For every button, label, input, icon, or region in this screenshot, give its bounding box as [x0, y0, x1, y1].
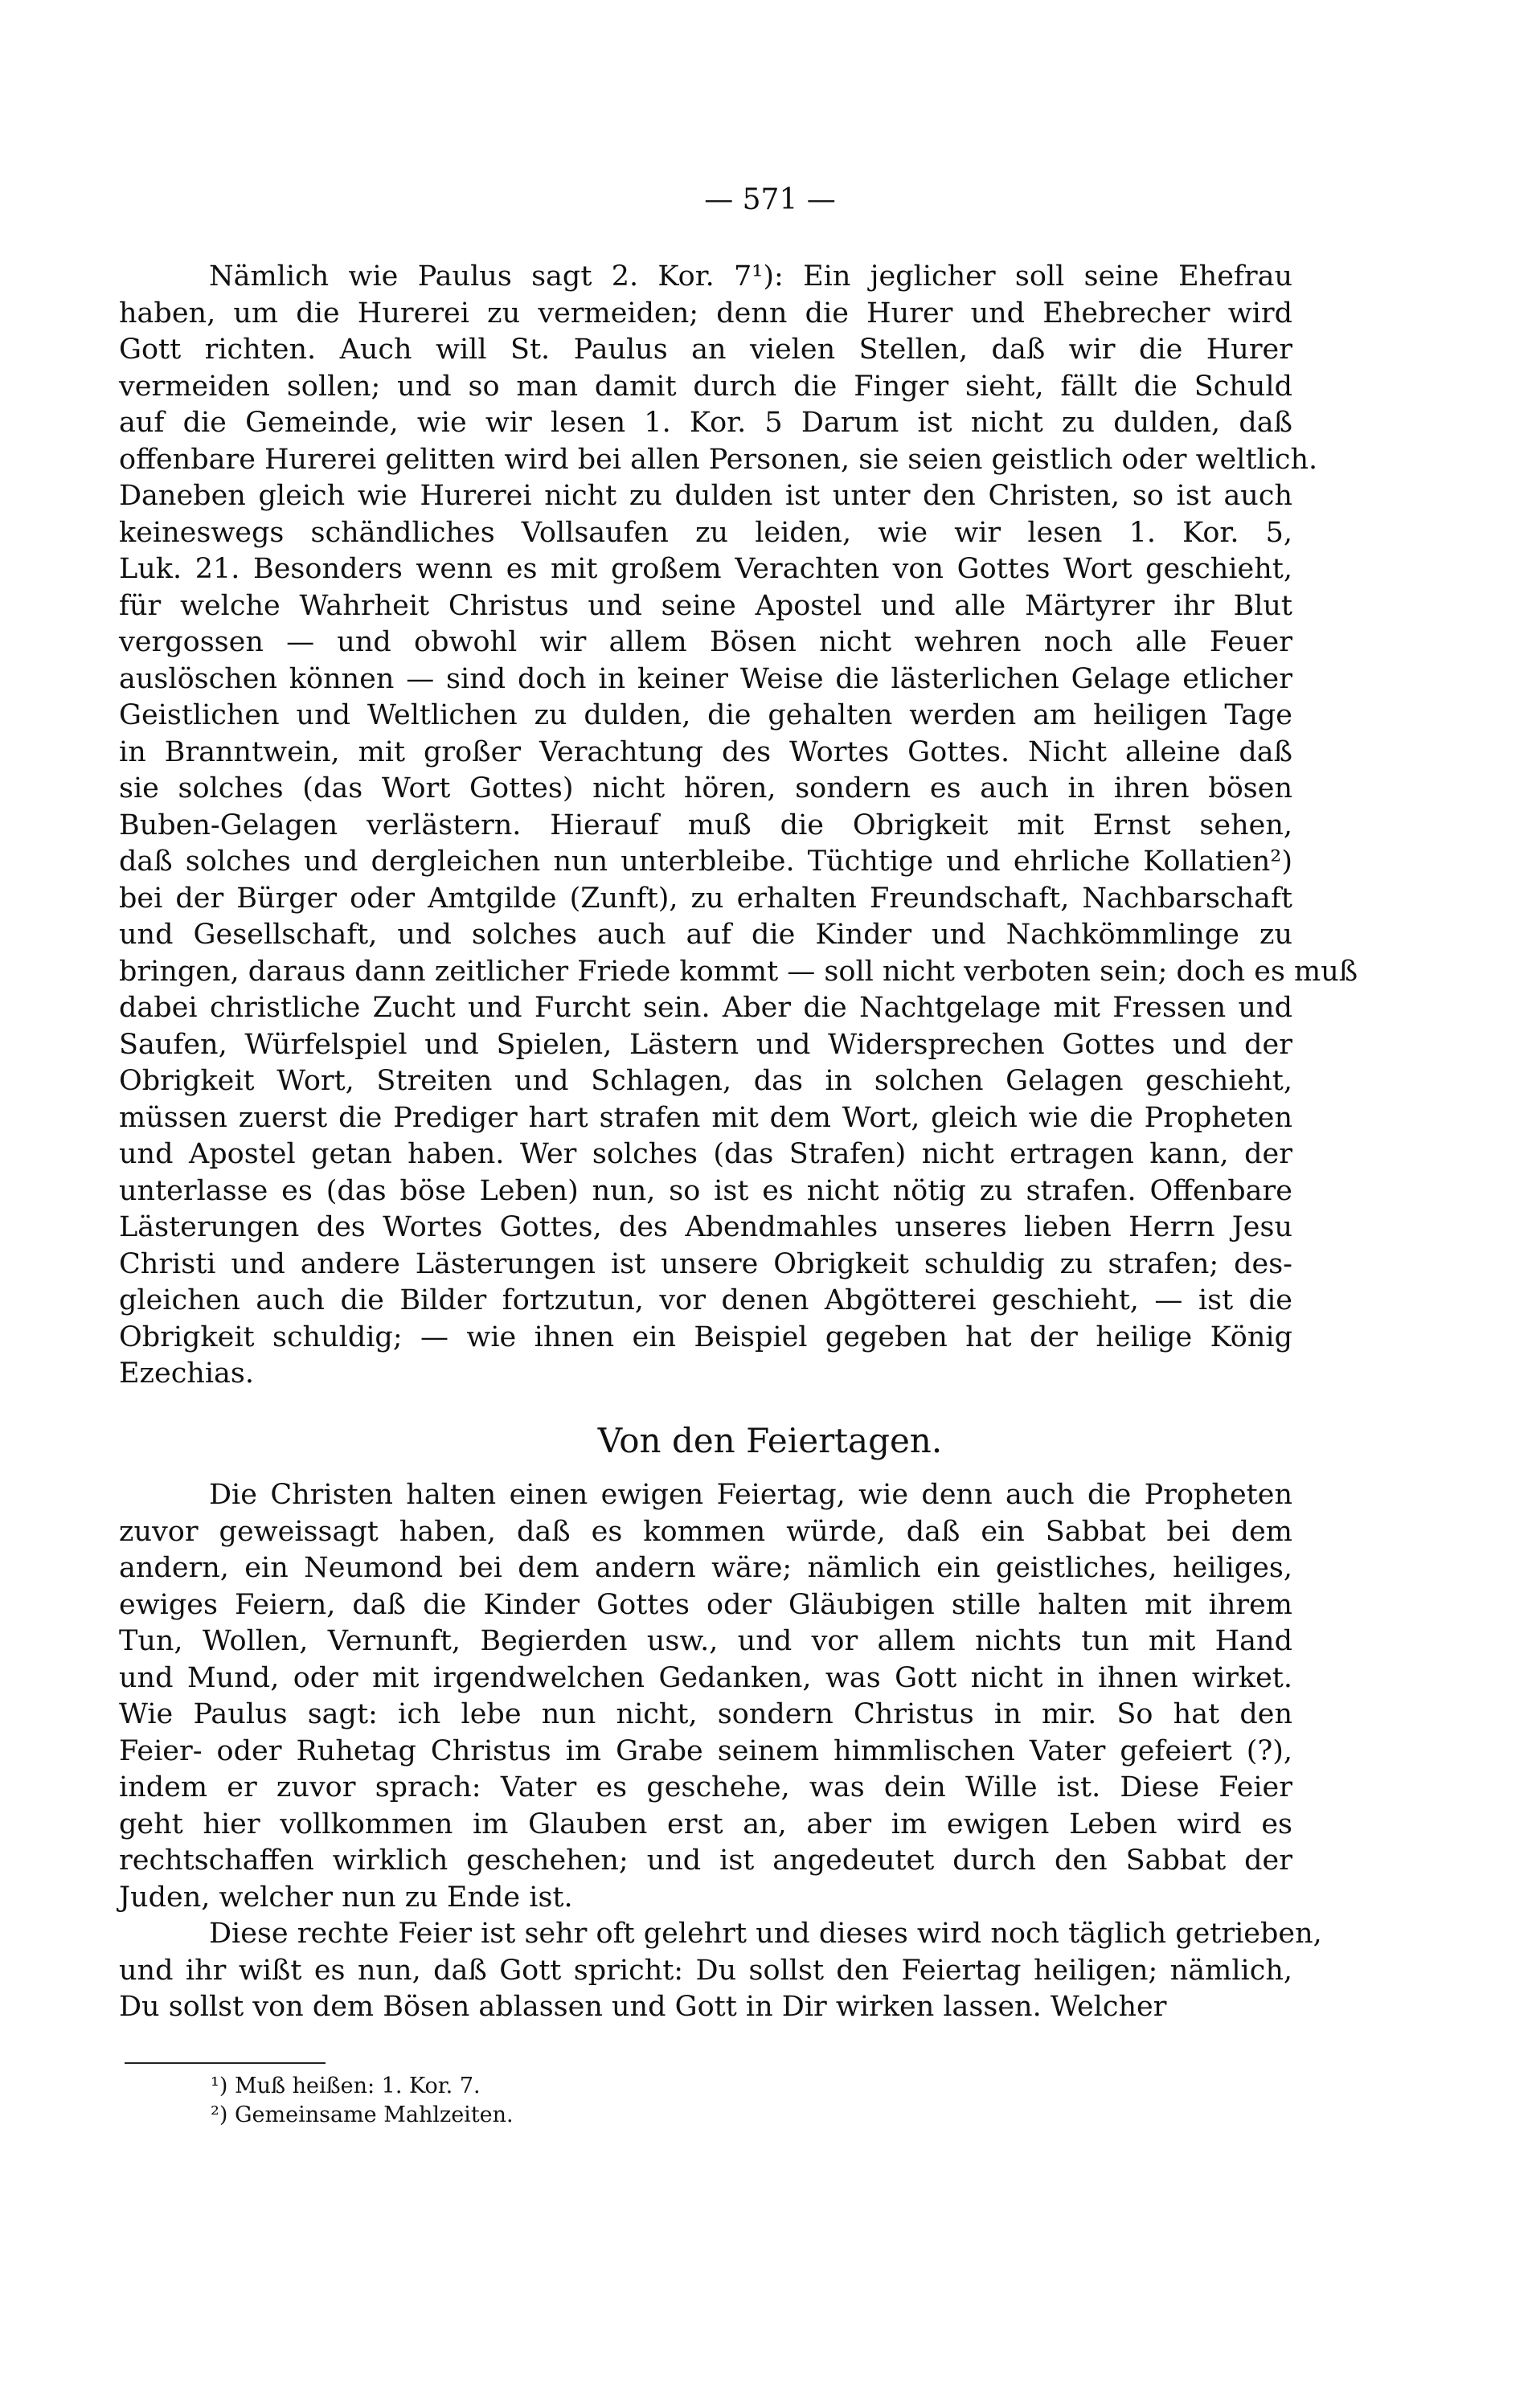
text-line: Gott richten. Auch will St. Paulus an vielen Stellen, daß wir die Hurer — [119, 334, 1292, 366]
text-line: müssen zuerst die Prediger hart strafen mit dem Wort, gleich wie die Propheten — [119, 1101, 1292, 1134]
text-line: Tun, Wollen, Vernunft, Begierden usw., und vor allem nichts tun mit Hand — [119, 1625, 1292, 1657]
text-line: Nämlich wie Paulus sagt 2. Kor. 7¹): Ein jeglicher soll seine Ehefrau — [209, 260, 1292, 293]
text-line: haben, um die Hurerei zu vermeiden; denn die Hurer und Ehebrecher wird — [119, 297, 1292, 330]
text-line: und Apostel getan haben. Wer solches (das Strafen) nicht ertragen kann, der — [119, 1138, 1292, 1170]
text-line: Diese rechte Feier ist sehr oft gelehrt und dieses wird noch täglich getrieben, — [209, 1918, 1322, 1950]
text-line: offenbare Hurerei gelitten wird bei allen Personen, sie seien geistlich oder weltlich. — [119, 443, 1318, 476]
text-line: Ezechias. — [119, 1357, 254, 1390]
text-line: unterlasse es (das böse Leben) nun, so ist es nicht nötig zu strafen. Offenbare — [119, 1174, 1292, 1207]
text-line: indem er zuvor sprach: Vater es geschehe, was dein Wille ist. Diese Feier — [119, 1771, 1292, 1803]
text-line: für welche Wahrheit Christus und seine Apostel und alle Märtyrer ihr Blut — [119, 589, 1292, 622]
body-paragraph-1 — [119, 259, 1358, 1393]
text-line: Christi und andere Lästerungen ist unsere Obrigkeit schuldig zu strafen; des- — [119, 1247, 1292, 1280]
text-line: Obrigkeit Wort, Streiten und Schlagen, das in solchen Gelagen geschieht, — [119, 1065, 1292, 1097]
text-line: Du sollst von dem Bösen ablassen und Gott in Dir wirken lassen. Welcher — [119, 1991, 1167, 2023]
text-line: und Mund, oder mit irgendwelchen Gedanken, was Gott nicht in ihnen wirket. — [119, 1661, 1292, 1694]
text-line: ewiges Feiern, daß die Kinder Gottes oder Gläubigen stille halten mit ihrem — [119, 1588, 1292, 1621]
section-heading: Von den Feiertagen. — [597, 1421, 943, 1460]
body-paragraph-2 — [119, 1477, 1322, 2026]
text-line: Luk. 21. Besonders wenn es mit großem Verachten von Gottes Wort geschieht, — [119, 553, 1292, 585]
text-line: Obrigkeit schuldig; — wie ihnen ein Beispiel gegeben hat der heilige König — [119, 1320, 1292, 1353]
footnote-1: ¹) Muß heißen: 1. Kor. 7. — [211, 2074, 481, 2098]
footnotes — [211, 2072, 514, 2130]
text-line: Lästerungen des Wortes Gottes, des Abendmahles unseres lieben Herrn Jesu — [119, 1211, 1292, 1243]
text-line: zuvor geweissagt haben, daß es kommen würde, daß ein Sabbat bei dem — [119, 1515, 1292, 1548]
page-number: — 571 — — [704, 183, 836, 216]
text-line: Buben-Gelagen verlästern. Hierauf muß die Obrigkeit mit Ernst sehen, — [119, 809, 1292, 841]
text-line: rechtschaffen wirklich geschehen; und ist angedeutet durch den Sabbat der — [119, 1844, 1292, 1877]
text-line: keineswegs schändliches Vollsaufen zu leiden, wie wir lesen 1. Kor. 5, — [119, 516, 1292, 549]
text-line: Daneben gleich wie Hurerei nicht zu dulden ist unter den Christen, so ist auch — [119, 480, 1292, 512]
text-line: auf die Gemeinde, wie wir lesen 1. Kor. 5 Darum ist nicht zu dulden, daß — [119, 407, 1292, 439]
text-line: Die Christen halten einen ewigen Feiertag, wie denn auch die Propheten — [209, 1479, 1292, 1511]
text-line: geht hier vollkommen im Glauben erst an, aber im ewigen Leben wird es — [119, 1808, 1292, 1840]
text-line: bringen, daraus dann zeitlicher Friede kommt — soll nicht verboten sein; doch es muß — [119, 955, 1358, 988]
text-line: vermeiden sollen; und so man damit durch die Finger sieht, fällt die Schuld — [119, 370, 1292, 403]
text-line: sie solches (das Wort Gottes) nicht hören, sondern es auch in ihren bösen — [119, 772, 1292, 804]
text-line: dabei christliche Zucht und Furcht sein. Aber die Nachtgelage mit Fressen und — [119, 992, 1292, 1024]
text-line: bei der Bürger oder Amtgilde (Zunft), zu erhalten Freundschaft, Nachbarschaft — [119, 882, 1292, 915]
footnote-2: ²) Gemeinsame Mahlzeiten. — [211, 2102, 514, 2127]
text-line: Wie Paulus sagt: ich lebe nun nicht, sondern Christus in mir. So hat den — [119, 1698, 1292, 1730]
text-line: gleichen auch die Bilder fortzutun, vor denen Abgötterei geschieht, — ist die — [119, 1284, 1292, 1316]
footnote-divider — [125, 2062, 326, 2064]
text-line: daß solches und dergleichen nun unterbleibe. Tüchtige und ehrliche Kollatien²) — [119, 845, 1292, 878]
text-line: und ihr wißt es nun, daß Gott spricht: Du sollst den Feiertag heiligen; nämlich, — [119, 1954, 1292, 1987]
text-line: Saufen, Würfelspiel und Spielen, Lästern und Widersprechen Gottes und der — [119, 1028, 1292, 1061]
text-line: Feier- oder Ruhetag Christus im Grabe seinem himmlischen Vater gefeiert (?), — [119, 1734, 1292, 1767]
text-line: Geistlichen und Weltlichen zu dulden, die gehalten werden am heiligen Tage — [119, 699, 1292, 731]
text-line: und Gesellschaft, und solches auch auf die Kinder und Nachkömmlinge zu — [119, 919, 1292, 951]
text-line: vergossen — und obwohl wir allem Bösen nicht wehren noch alle Feuer — [119, 626, 1292, 658]
text-line: andern, ein Neumond bei dem andern wäre; nämlich ein geistliches, heiliges, — [119, 1552, 1292, 1584]
text-line: in Branntwein, mit großer Verachtung des Wortes Gottes. Nicht alleine daß — [119, 735, 1292, 768]
text-line: Juden, welcher nun zu Ende ist. — [119, 1881, 573, 1914]
text-line: auslöschen können — sind doch in keiner Weise die lästerlichen Gelage etlicher — [119, 662, 1292, 695]
